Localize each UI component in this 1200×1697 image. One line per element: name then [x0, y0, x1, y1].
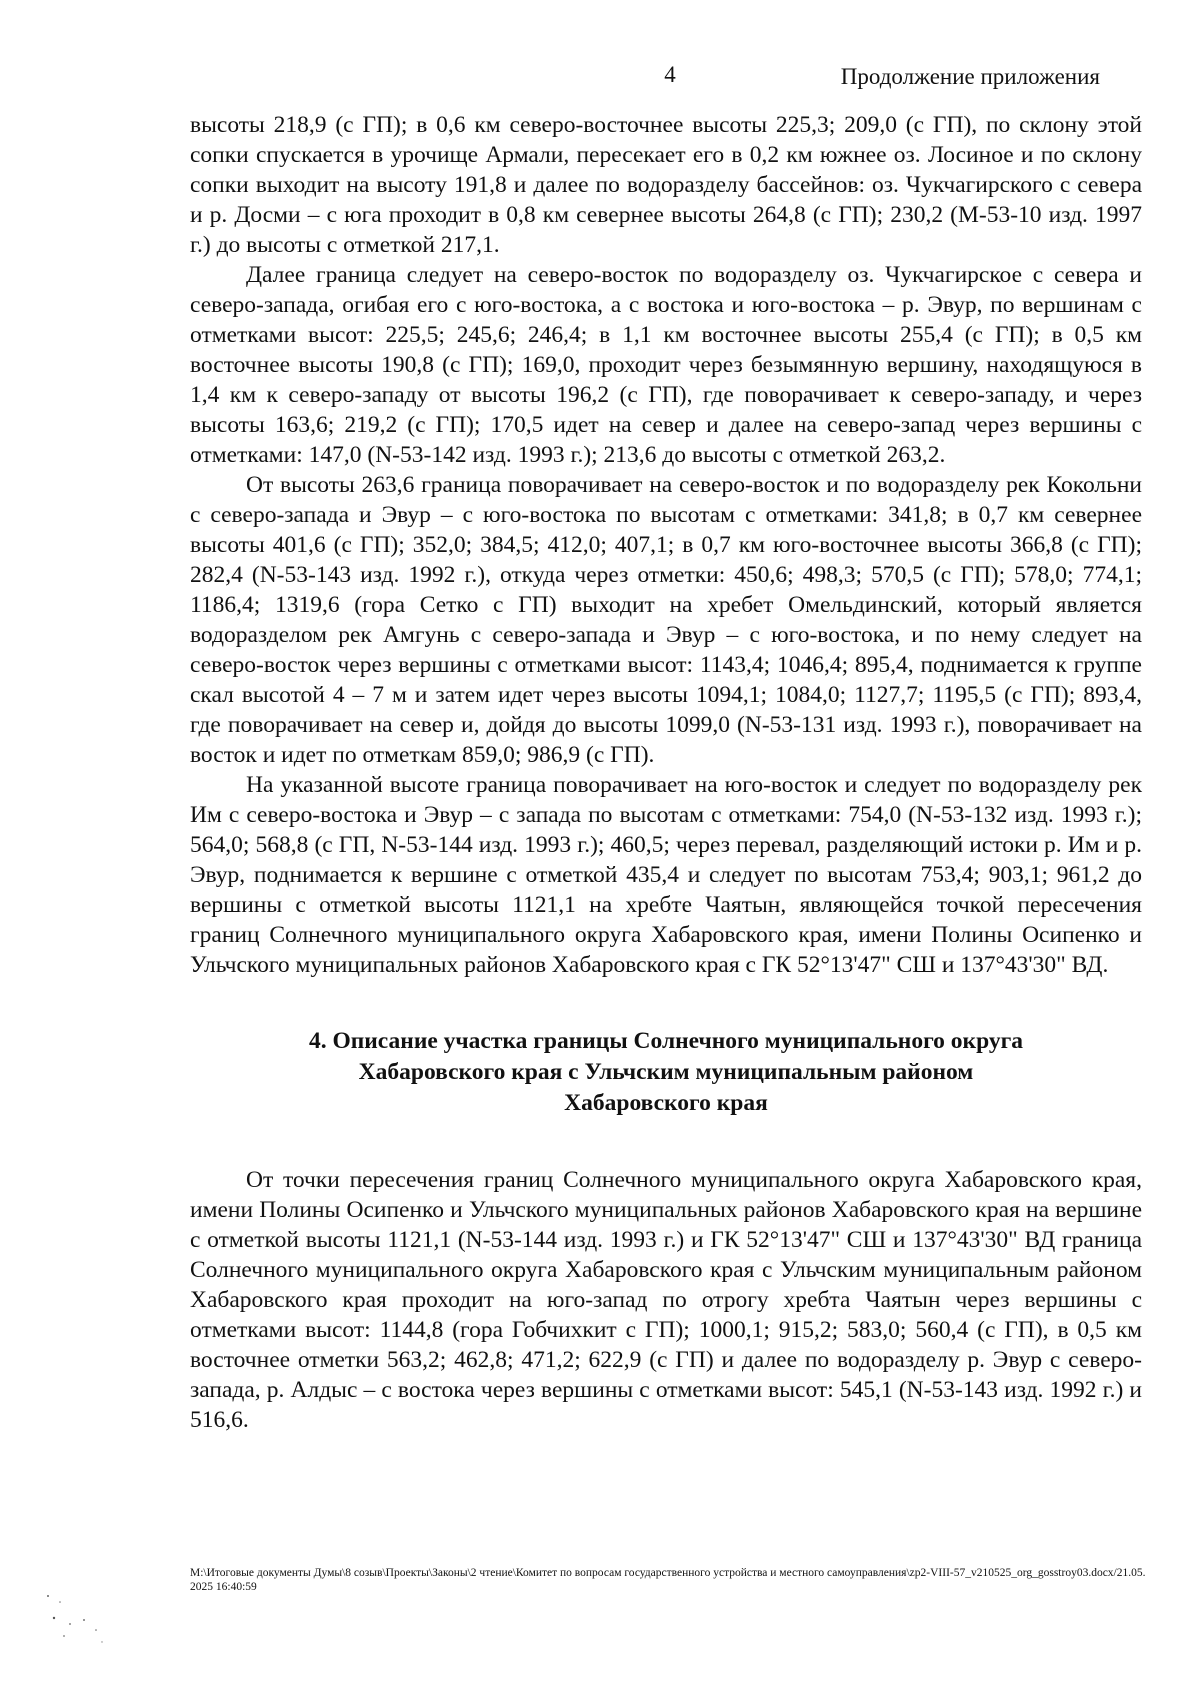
document-body: [190, 110, 1142, 1435]
section-heading-line: Хабаровского края: [564, 1090, 768, 1116]
scan-noise-marks: [40, 1590, 130, 1650]
running-header: Продолжение приложения: [840, 64, 1100, 89]
footer-file-path: М:\Итоговые документы Думы\8 созыв\Проекты\Законы\2 чтение\Комитет по вопросам государственного устройства и местного самоуправления\zp2-VIII-57_v210525_org_gosstroy03.docx/21.05.2025 16:40:59: [190, 1567, 1146, 1593]
paragraph: От точки пересечения границ Солнечного муниципального округа Хабаровского края, имени Полины Осипенко и Ульчского муниципальных районов Хабаровского края на вершине с отметкой высоты 1121,1 (N-53-144 изд. 1993 г.) и ГК 52°13'47" СШ и 137°43'30" ВД граница Солнечного муниципального округа Хабаровского края с Ульчским муниципальным районом Хабаровского края проходит на юго-запад по отрогу хребта Чаятын через вершины с отметками высот: 1144,8 (гора Гобчихкит с ГП); 1000,1; 915,2; 583,0; 560,4 (с ГП), в 0,5 км восточнее отметки 563,2; 462,8; 471,2; 622,9 (с ГП) и далее по водоразделу р. Эвур с северо-запада, р. Алдыс – с востока через вершины с отметками высот: 545,1 (N-53-143 изд. 1992 г.) и 516,6.: [190, 1167, 1142, 1433]
paragraph: На указанной высоте граница поворачивает на юго-восток и следует по водоразделу рек Им с северо-востока и Эвур – с запада по высотам с отметками: 754,0 (N-53-132 изд. 1993 г.); 564,0; 568,8 (с ГП, N-53-144 изд. 1993 г.); 460,5; через перевал, разделяющий истоки р. Им и р. Эвур, поднимается к вершине с отметкой 435,4 и следует по высотам 753,4; 903,1; 961,2 до вершины с отметкой высоты 1121,1 на хребте Чаятын, являющейся точкой пересечения границ Солнечного муниципального округа Хабаровского края, имени Полины Осипенко и Ульчского муниципальных районов Хабаровского края с ГК 52°13'47" СШ и 137°43'30" ВД.: [190, 772, 1142, 978]
paragraph: От высоты 263,6 граница поворачивает на северо-восток и по водоразделу рек Кокольни с северо-запада и Эвур – с юго-востока по высотам с отметками: 341,8; в 0,7 км севернее высоты 401,6 (с ГП); 352,0; 384,5; 412,0; 407,1; в 0,7 км юго-восточнее высоты 366,8 (с ГП); 282,4 (N-53-143 изд. 1992 г.), откуда через отметки: 450,6; 498,3; 570,5 (с ГП); 578,0; 774,1; 1186,4; 1319,6 (гора Сетко с ГП) выходит на хребет Омельдинский, который является водоразделом рек Амгунь с северо-запада и Эвур – с юго-востока, и по нему следует на северо-восток через вершины с отметками высот: 1143,4; 1046,4; 895,4, поднимается к группе скал высотой 4 – 7 м и затем идет через высоты 1094,1; 1084,0; 1127,7; 1195,5 (с ГП); 893,4, где поворачивает на север и, дойдя до высоты 1099,0 (N-53-131 изд. 1993 г.), поворачивает на восток и идет по отметкам 859,0; 986,9 (с ГП).: [190, 472, 1142, 768]
section-heading-line: 4. Описание участка границы Солнечного муниципального округа: [308, 1028, 1024, 1054]
section-heading-line: Хабаровского края с Ульчским муниципальным районом: [358, 1059, 974, 1085]
section-heading: [190, 1026, 1142, 1119]
page-number: 4: [664, 62, 676, 87]
paragraph-continued: высоты 218,9 (с ГП); в 0,6 км северо-восточнее высоты 225,3; 209,0 (с ГП), по склону этой сопки спускается в урочище Армали, пересекает его в 0,2 км южнее оз. Лосиное и по склону сопки выходит на высоту 191,8 и далее по водоразделу бассейнов: оз. Чукчагирского с севера и р. Досми – с юга проходит в 0,8 км севернее высоты 264,8 (с ГП); 230,2 (М-53-10 изд. 1997 г.) до высоты с отметкой 217,1.: [190, 112, 1142, 258]
paragraph: Далее граница следует на северо-восток по водоразделу оз. Чукчагирское с севера и северо-запада, огибая его с юго-востока, а с востока и юго-востока – р. Эвур, по вершинам с отметками высот: 225,5; 245,6; 246,4; в 1,1 км восточнее высоты 255,4 (с ГП); в 0,5 км восточнее высоты 190,8 (с ГП); 169,0, проходит через безымянную вершину, находящуюся в 1,4 км к северо-западу от высоты 196,2 (с ГП), где поворачивает к северо-западу, и через высоты 163,6; 219,2 (с ГП); 170,5 идет на север и далее на северо-запад через вершины с отметками: 147,0 (N-53-142 изд. 1993 г.); 213,6 до высоты с отметкой 263,2.: [190, 262, 1142, 468]
